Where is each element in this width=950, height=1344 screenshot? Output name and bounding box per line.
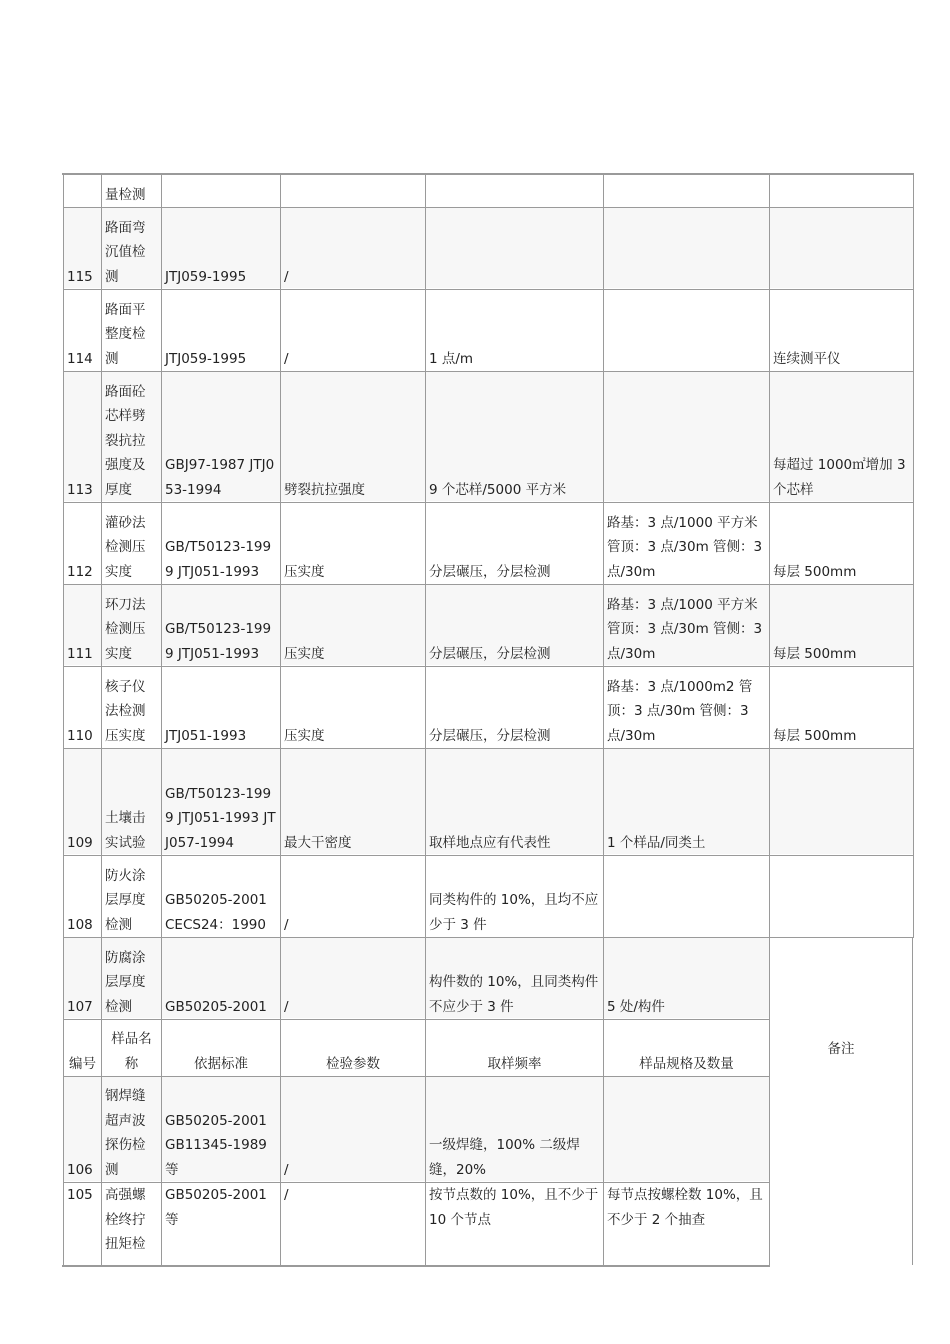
name-cell: 防腐涂层厚度检测 bbox=[105, 949, 146, 1015]
standard-cell: GB50205-2001 等 bbox=[165, 1187, 267, 1228]
table-rule bbox=[913, 208, 914, 290]
table-rule bbox=[913, 372, 914, 503]
frequency-cell: 分层碾压，分层检测 bbox=[429, 645, 551, 662]
no-cell: 107 bbox=[67, 998, 93, 1015]
frequency-cell bbox=[426, 208, 603, 289]
no-cell: 114 bbox=[67, 350, 93, 367]
table-rule bbox=[769, 1183, 770, 1265]
table-rule bbox=[913, 585, 914, 667]
standard-cell: GB50205-2001 CECS24：1990 bbox=[165, 892, 267, 933]
no-cell: 115 bbox=[67, 268, 93, 285]
no-cell: 106 bbox=[67, 1161, 93, 1178]
params-cell: 最大干密度 bbox=[284, 834, 352, 851]
remark-cell bbox=[770, 749, 913, 855]
frequency-cell: 按节点数的 10%，且不少于 10 个节点 bbox=[429, 1187, 599, 1228]
remark-cell: 每超过 1000㎡增加 3 个芯样 bbox=[773, 457, 906, 498]
no-cell bbox=[64, 175, 101, 207]
header-remark: 备注 bbox=[827, 1040, 855, 1057]
table-rule bbox=[912, 938, 913, 1265]
standard-cell: JTJ051-1993 bbox=[165, 727, 247, 744]
spec-cell bbox=[604, 208, 769, 289]
standard-cell: GBJ97-1987 JTJ053-1994 bbox=[165, 457, 275, 498]
name-cell: 高强螺栓终拧扭矩检 bbox=[105, 1187, 146, 1252]
header-params: 检验参数 bbox=[326, 1055, 380, 1072]
params-cell: / bbox=[284, 998, 289, 1015]
params-cell: / bbox=[284, 1187, 289, 1203]
spec-cell: 每节点按螺栓数 10%，且不少于 2 个抽查 bbox=[607, 1187, 763, 1228]
spec-cell: 1 个样品/同类土 bbox=[607, 834, 706, 851]
name-cell: 路面平整度检测 bbox=[105, 301, 146, 367]
standard-cell: GB/T50123-1999 JTJ051-1993 bbox=[165, 539, 272, 580]
params-cell: / bbox=[284, 350, 289, 367]
remark-cell: 连续测平仪 bbox=[773, 350, 841, 367]
spec-cell bbox=[604, 290, 769, 371]
table-rule bbox=[913, 749, 914, 856]
header-no: 编号 bbox=[69, 1055, 96, 1072]
frequency-cell: 9 个芯样/5000 平方米 bbox=[429, 481, 567, 498]
frequency-cell: 分层碾压，分层检测 bbox=[429, 727, 551, 744]
spec-cell bbox=[604, 856, 769, 937]
name-cell: 核子仪法检测压实度 bbox=[105, 678, 146, 744]
params-cell: 压实度 bbox=[284, 645, 325, 662]
standard-cell: GB/T50123-1999 JTJ051-1993 bbox=[165, 621, 272, 662]
table-rule bbox=[913, 503, 914, 585]
table-rule bbox=[62, 1266, 770, 1267]
frequency-cell: 构件数的 10%，且同类构件不应少于 3 件 bbox=[429, 974, 599, 1015]
standard-cell: GB/T50123-1999 JTJ051-1993 JTJ057-1994 bbox=[165, 785, 276, 851]
no-cell: 112 bbox=[67, 563, 93, 580]
no-cell: 110 bbox=[67, 727, 93, 744]
name-cell: 路面砼芯样劈裂抗拉强度及厚度 bbox=[105, 383, 146, 498]
params-cell: 压实度 bbox=[284, 563, 325, 580]
params-cell: / bbox=[284, 916, 289, 933]
name-cell: 钢焊缝超声波探伤检测 bbox=[105, 1088, 146, 1178]
frequency-cell: 一级焊缝，100% 二级焊缝，20% bbox=[429, 1137, 580, 1178]
params-cell: 压实度 bbox=[284, 727, 325, 744]
standard-cell: GB50205-2001 GB11345-1989 等 bbox=[165, 1112, 267, 1178]
params-cell: / bbox=[284, 268, 289, 285]
table-rule bbox=[769, 1020, 770, 1077]
frequency-cell: 取样地点应有代表性 bbox=[429, 834, 551, 851]
table-rule bbox=[913, 667, 914, 749]
spec-cell: 路基：3 点/1000 平方米 管顶：3 点/30m 管侧：3 点/30m bbox=[607, 514, 763, 580]
frequency-cell: 同类构件的 10%，且均不应少于 3 件 bbox=[429, 892, 599, 933]
name-cell: 土壤击实试验 bbox=[105, 810, 146, 851]
no-cell: 113 bbox=[67, 481, 93, 498]
table-rule bbox=[913, 290, 914, 372]
remark-cell bbox=[770, 856, 913, 937]
no-cell: 105 bbox=[67, 1187, 93, 1203]
remark-cell bbox=[770, 208, 913, 289]
frequency-cell bbox=[426, 175, 603, 207]
frequency-cell: 1 点/m bbox=[429, 350, 474, 367]
table-rule bbox=[913, 175, 914, 208]
standard-cell bbox=[162, 175, 280, 207]
params-cell bbox=[281, 175, 425, 207]
standard-cell: JTJ059-1995 bbox=[165, 268, 247, 285]
name-cell: 灌砂法检测压实度 bbox=[105, 514, 146, 580]
standard-cell: JTJ059-1995 bbox=[165, 350, 247, 367]
params-cell: 劈裂抗拉强度 bbox=[284, 481, 365, 498]
remark-cell: 每层 500mm bbox=[773, 645, 857, 662]
header-frequency: 取样频率 bbox=[487, 1055, 542, 1072]
name-cell: 防火涂层厚度检测 bbox=[105, 867, 146, 933]
name-cell: 量检测 bbox=[105, 186, 146, 203]
spec-cell: 路基：3 点/1000m2 管顶：3 点/30m 管侧：3 点/30m bbox=[607, 678, 753, 744]
spec-cell bbox=[604, 372, 769, 502]
remark-cell bbox=[770, 175, 913, 207]
spec-cell: 路基：3 点/1000 平方米 管顶：3 点/30m 管侧：3 点/30m bbox=[607, 596, 763, 662]
spec-cell bbox=[604, 1077, 769, 1182]
no-cell: 108 bbox=[67, 916, 93, 933]
table-rule bbox=[769, 1077, 770, 1183]
params-cell: / bbox=[284, 1161, 289, 1178]
table-rule bbox=[913, 856, 914, 938]
no-cell: 111 bbox=[67, 645, 93, 662]
frequency-cell: 分层碾压，分层检测 bbox=[429, 563, 551, 580]
remark-cell: 每层 500mm bbox=[773, 563, 857, 580]
remark-cell: 每层 500mm bbox=[773, 727, 857, 744]
spec-cell bbox=[604, 175, 769, 207]
spec-cell: 5 处/构件 bbox=[607, 998, 665, 1015]
header-name: 样品名称 bbox=[111, 1031, 152, 1072]
name-cell: 路面弯沉值检测 bbox=[105, 219, 146, 285]
header-spec: 样品规格及数量 bbox=[639, 1055, 734, 1072]
name-cell: 环刀法检测压实度 bbox=[105, 596, 146, 662]
header-standard: 依据标准 bbox=[194, 1055, 248, 1072]
standard-cell: GB50205-2001 bbox=[165, 998, 267, 1015]
no-cell: 109 bbox=[67, 834, 93, 851]
